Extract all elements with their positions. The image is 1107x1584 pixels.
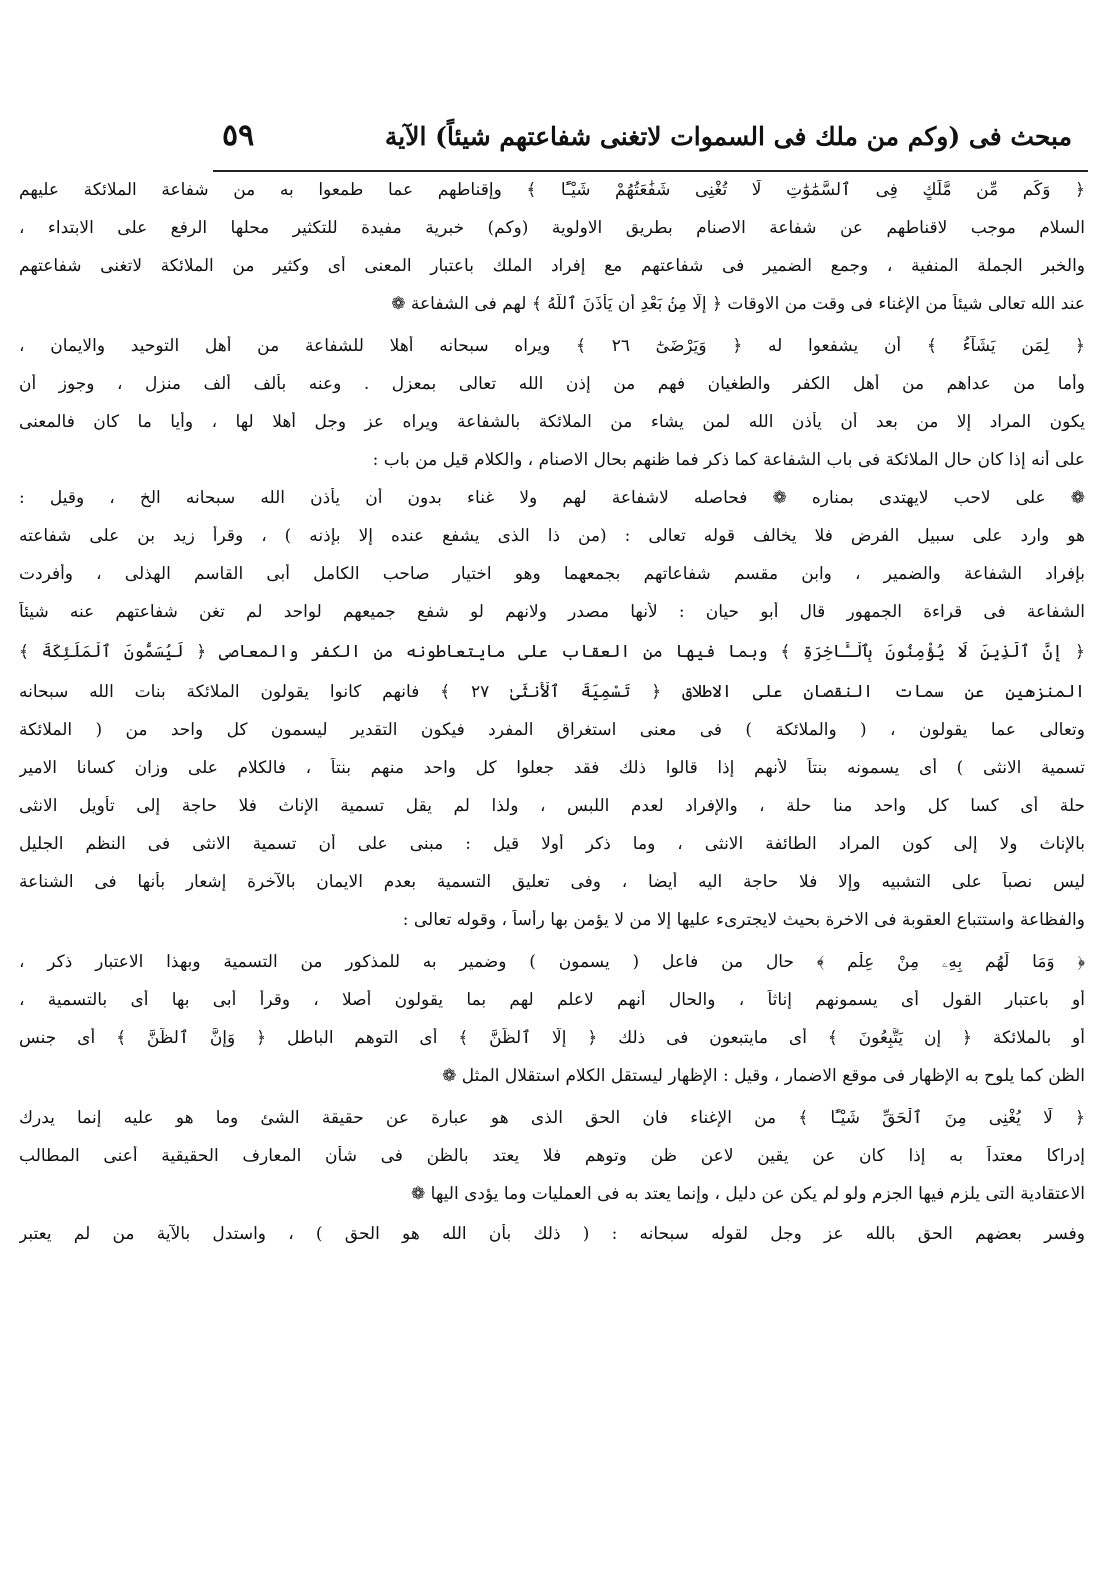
text-line-5: ﴿ لِمَن يَشَآءُ ﴾ أن يشفعوا له ﴿ وَيَرْضَىٰٓ ٢٦ ﴾ ويراه سبحانه أهلا للشفاعة من أهل التوحيد والايمان ، bbox=[19, 336, 1085, 356]
text-line-3: والخبر الجملة المنفية ، وجمع الضمير فى شفاعتهم مع إفراد الملك باعتبار المعنى أى وكثير من الملائكة لاتغنى شفاعتهم bbox=[19, 256, 1085, 276]
text-line-1: ﴿ وَكَم مِّن مَّلَكٍ فِى ٱلسَّمَٰوَٰتِ لَا تُغْنِى شَفَٰعَتُهُمْ شَيْـًٔا ﴾ وإقناطهم عما طمعوا به من شفاعة الملائكة عليهم bbox=[19, 180, 1085, 200]
text-line-17: حلة أى كسا كل واحد منا حلة ، والإفراد لعدم اللبس ، ولذا لم يقل تسمية الإناث فلا حاجة إلى تأويل الانثى bbox=[19, 796, 1085, 816]
page-number: ٥٩ bbox=[222, 118, 255, 153]
text-line-20: والفظاعة واستتباع العقوبة فى الاخرة بحيث لايجترىء عليها إلا من لا يؤمن بها رأساً ، وقوله تعالى : bbox=[402, 910, 1085, 930]
text-line-6: وأما من عداهم من أهل الكفر والطغيان فهم من إذن الله تعالى بمعزل . وعنه بألف ألف منزل ، وجوز أن bbox=[19, 374, 1085, 394]
text-line-15: وتعالى عما يقولون ، ( والملائكة ) فى معنى استغراق المفرد فيكون التقدير ليسمون كل واحد من ( الملائكة bbox=[19, 720, 1085, 740]
running-title: مبحث فى (وكم من ملك فى السموات لاتغنى شفاعتهم شيئاً) الآية bbox=[384, 122, 1072, 151]
text-line-21: ﴿ وَمَا لَهُم بِهِۦ مِنْ عِلْمٍ ﴾ حال من فاعل ( يسمون ) وضمير به للمذكور من التسمية وبهذا الاعتبار ذكر ، bbox=[19, 952, 1085, 972]
text-line-11: بإفراد الشفاعة والضمير ، وابن مقسم شفاعاتهم بجمعهما وهو اختيار صاحب الكامل أبى القاسم الهذلى ، وأفردت bbox=[19, 564, 1085, 584]
text-line-16: تسمية الانثى ) أى يسمونه بنتاً لأنهم إذا قالوا ذلك فقد جعلوا كل واحد منهم بنتاً ، فالكلام على وزان كسانا الامير bbox=[19, 758, 1085, 778]
header-rule bbox=[213, 170, 1088, 172]
text-line-22: أو باعتبار القول أى يسمونهم إناثاً ، والحال أنهم لاعلم لهم بما يقولون أصلا ، وقرأ أبى بها أى بالتسمية ، bbox=[19, 990, 1085, 1010]
text-line-2: السلام موجب لاقناطهم عن شفاعة الاصنام بطريق الاولوية (وكم) خبرية مفيدة للتكثير محلها الرفع على الابتداء ، bbox=[19, 218, 1085, 238]
text-line-12: الشفاعة فى قراءة الجمهور قال أبو حيان : لأنها مصدر ولانهم لو شفع جميعهم لواحد لم تغن شفاعتهم عنه شيئاً bbox=[19, 602, 1085, 622]
text-line-18: بالإناث ولا إلى كون المراد الطائفة الانثى ، وما ذكر أولا قيل : مبنى على أن تسمية الانثى فى النظم الجليل bbox=[19, 834, 1085, 854]
running-head bbox=[222, 118, 1072, 164]
text-line-27: الاعتقادية التى يلزم فيها الجزم ولو لم يكن عن دليل ، وإنما يعتد به فى العمليات وما يؤدى اليها ❁ bbox=[411, 1184, 1085, 1204]
text-line-23: أو بالملائكة ﴿ إِن يَتَّبِعُونَ ﴾ أى مايتبعون فى ذلك ﴿ إِلَّا ٱلظَّنَّ ﴾ أى التوهم الباطل ﴿ وَإِنَّ ٱلظَّنَّ ﴾ أى جنس bbox=[19, 1028, 1085, 1048]
text-line-28: وفسر بعضهم الحق بالله عز وجل لقوله سبحانه : ( ذلك بأن الله هو الحق ) ، واستدل بالآية من لم يعتبر bbox=[19, 1224, 1085, 1244]
text-line-14: المنزهين عن سمات النقصان على الاطلاق ﴿ تَسْمِيَةَ ٱلْأُنثَىٰ ٢٧ ﴾ فانهم كانوا يقولون الملائكة بنات الله سبحانه bbox=[19, 682, 1085, 702]
text-line-7: يكون المراد إلا من بعد أن يأذن الله لمن يشاء من الملائكة بالشفاعة ويراه عز وجل أهلا لها ، وأيا ما كان فالمعنى bbox=[19, 412, 1085, 432]
text-line-25: ﴿ لَا يُغْنِى مِنَ ٱلْحَقِّ شَيْـًٔا ﴾ من الإغناء فان الحق الذى هو عبارة عن حقيقة الشئ وما هو عليه إنما يدرك bbox=[19, 1108, 1085, 1128]
text-line-8: على أنه إذا كان حال الملائكة فى باب الشفاعة كما ذكر فما ظنهم بحال الاصنام ، والكلام قيل من باب : bbox=[372, 450, 1085, 470]
text-line-10: هو وارد على سبيل الفرض فلا يخالف قوله تعالى : (من ذا الذى يشفع عنده إلا بإذنه ) ، وقرأ زيد بن على شفاعته bbox=[19, 526, 1085, 546]
text-line-26: إدراكا معتداً به إذا كان عن يقين لاعن ظن وتوهم فلا يعتد بالظن فى شأن المعارف الحقيقية أعنى المطالب bbox=[19, 1146, 1085, 1166]
text-line-19: ليس نصباً على التشبيه وإلا فلا حاجة اليه أيضا ، وفى تعليق التسمية بعدم الايمان بالآخرة إشعار بأنها فى الشناعة bbox=[19, 872, 1085, 892]
text-line-4: عند الله تعالى شيئاً من الإغناء فى وقت من الاوقات ﴿ إِلَّا مِنۢ بَعْدِ أَن يَأْذَنَ ٱللَّهُ ﴾ لهم فى الشفاعة ❁ bbox=[391, 294, 1085, 314]
text-line-24: الظن كما يلوح به الإظهار فى موقع الاضمار ، وقيل : الإظهار ليستقل الكلام استقلال المثل ❁ bbox=[442, 1066, 1085, 1086]
text-line-9: ❁ على لاحب لايهتدى بمناره ❁ فحاصله لاشفاعة لهم ولا غناء بدون أن يأذن الله سبحانه الخ ، وقيل : bbox=[19, 488, 1085, 508]
text-line-13: ﴿ إِنَّ ٱلَّذِينَ لَا يُؤْمِنُونَ بِٱلْـَٔاخِرَةِ ﴾ وبما فيها من العقاب على مايتعاطونه من الكفر والمعاصى ﴿ لَيُسَمُّونَ ٱلْمَلَٰٓئِكَةَ ﴾ bbox=[19, 642, 1085, 662]
